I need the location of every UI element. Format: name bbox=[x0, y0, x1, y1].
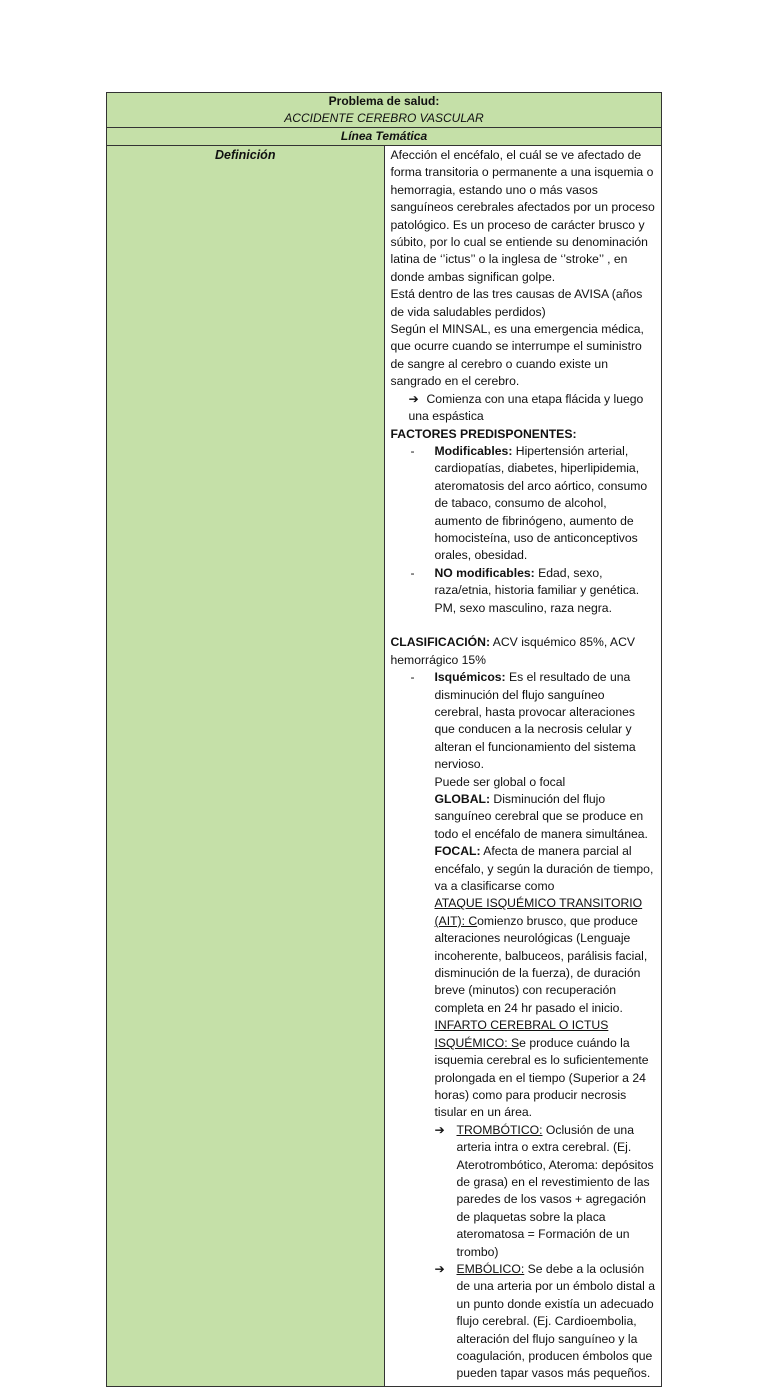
health-problem-table bbox=[106, 92, 662, 1387]
trombotico-item bbox=[391, 1122, 656, 1261]
thematic-line-label: Línea Temática bbox=[340, 129, 428, 143]
global-focal-line: Puede ser global o focal bbox=[434, 774, 566, 789]
spacer bbox=[391, 617, 656, 634]
arrow-right-icon: ➔ bbox=[434, 1122, 445, 1137]
ait-text: omienzo brusco, que produce alteraciones neurológicas (Lenguaje incoherente, balbuceos, parálisis facial, disminución de la fuerza), de duración breve (minutos) con recuperación completa en 24 hr pasado el inicio. bbox=[434, 913, 648, 1015]
definition-label: Definición bbox=[215, 148, 276, 162]
arrow-right-icon: ➔ bbox=[434, 1261, 445, 1276]
non-modifiable-text: Edad, sexo, raza/etnia, historia familiar y genética. PM, sexo masculino, raza negra. bbox=[434, 565, 640, 615]
focal-line: FOCAL: Afecta de manera parcial al encéfalo, y según la duración de tiempo, va a clasificarse como bbox=[434, 844, 654, 894]
arrow-line-text: Comienza con una etapa flácida y luego una espástica bbox=[408, 391, 644, 424]
arrow-line bbox=[391, 391, 656, 426]
problem-title: Problema de salud: bbox=[328, 94, 440, 108]
ait-label: ATAQUE ISQUÉMICO TRANSITORIO (AIT): C bbox=[434, 896, 643, 928]
modifiable-item bbox=[391, 443, 656, 565]
infarto-label: INFARTO CEREBRAL O ICTUS ISQUÉMICO: S bbox=[434, 1018, 609, 1050]
definition-content bbox=[384, 146, 662, 1387]
intro-paragraph: Afección el encéfalo, el cuál se ve afectado de forma transitoria o permanente a una isquemia o hemorragia, estando uno o más vasos sanguíneos cerebrales afectados por un proceso patológico. Es un proceso de carácter brusco y súbito, por lo cual se entiende su denominación latina de ‘’ictus’’ o la inglesa de ‘’stroke’’ , en donde ambas significan golpe. bbox=[390, 148, 655, 284]
bullet-dash: - bbox=[410, 443, 415, 458]
title-cell bbox=[107, 93, 662, 128]
embolico-item bbox=[391, 1261, 656, 1383]
trombotico-label: TROMBÓTICO: bbox=[456, 1122, 543, 1137]
trombotico-text: Oclusión de una arteria intra o extra cerebral. (Ej. Aterotrombótico, Ateroma: depósitos de grasa) en el revestimiento de las paredes de los vasos + agregación de plaquetas sobre la placa ateromatosa = Formación de un trombo) bbox=[456, 1122, 654, 1259]
ischemic-item bbox=[391, 669, 656, 773]
document-page bbox=[106, 92, 662, 1387]
non-modifiable-item bbox=[391, 565, 656, 617]
arrow-right-icon: ➔ bbox=[408, 391, 419, 406]
modifiable-text: Hipertensión arterial, cardiopatías, diabetes, hiperlipidemia, ateromatosis del arco aórtico, consumo de tabaco, consumo de alcohol, aumento de fibrinógeno, aumento de homocisteína, uso de anticonceptivos orales, obesidad. bbox=[434, 443, 648, 563]
ischemic-text: Es el resultado de una disminución del flujo sanguíneo cerebral, hasta provocar alteraciones que conducen a la necrosis celular y alteran el funcionamiento del sistema nervioso. bbox=[434, 670, 636, 772]
non-modifiable-label: NO modificables: bbox=[434, 565, 535, 580]
infarto-paragraph bbox=[391, 1017, 656, 1121]
factors-heading: FACTORES PREDISPONENTES: bbox=[390, 426, 577, 441]
title-row bbox=[107, 93, 662, 128]
modifiable-label: Modificables: bbox=[434, 443, 513, 458]
infarto-text: e produce cuándo la isquemia cerebral es lo suficientemente prolongada en el tiempo (Superior a 24 horas) como para producir necrosis tisular en un área. bbox=[434, 1035, 649, 1120]
embolico-label: EMBÓLICO: bbox=[456, 1261, 525, 1276]
bullet-dash: - bbox=[410, 670, 415, 685]
definition-row bbox=[107, 146, 662, 1387]
thematic-row bbox=[107, 128, 662, 146]
ait-paragraph bbox=[391, 895, 656, 1017]
global-line: GLOBAL: Disminución del flujo sanguíneo cerebral que se produce en todo el encéfalo de manera simultánea. bbox=[434, 792, 648, 841]
embolico-text: Se debe a la oclusión de una arteria por un émbolo distal a un punto donde existía un adecuado flujo cerebral. (Ej. Cardioembolia, alteración del flujo sanguíneo y la coagulación, producen émbolos que pueden tapar vasos más pequeños. bbox=[456, 1261, 656, 1381]
thematic-cell bbox=[107, 128, 662, 146]
bullet-dash: - bbox=[410, 565, 415, 580]
classification-line: CLASIFICACIÓN: ACV isquémico 85%, ACV hemorrágico 15% bbox=[390, 635, 635, 667]
ischemic-label: Isquémicos: bbox=[434, 670, 506, 685]
avisa-paragraph: Está dentro de las tres causas de AVISA (años de vida saludables perdidos) bbox=[390, 287, 643, 319]
minsal-paragraph: Según el MINSAL, es una emergencia médica, que ocurre cuando se interrumpe el suministro de sangre al cerebro o cuando existe un sangrado en el cerebro. bbox=[390, 322, 644, 389]
problem-subtitle: ACCIDENTE CEREBRO VASCULAR bbox=[284, 111, 484, 125]
definition-label-cell bbox=[107, 146, 385, 1387]
